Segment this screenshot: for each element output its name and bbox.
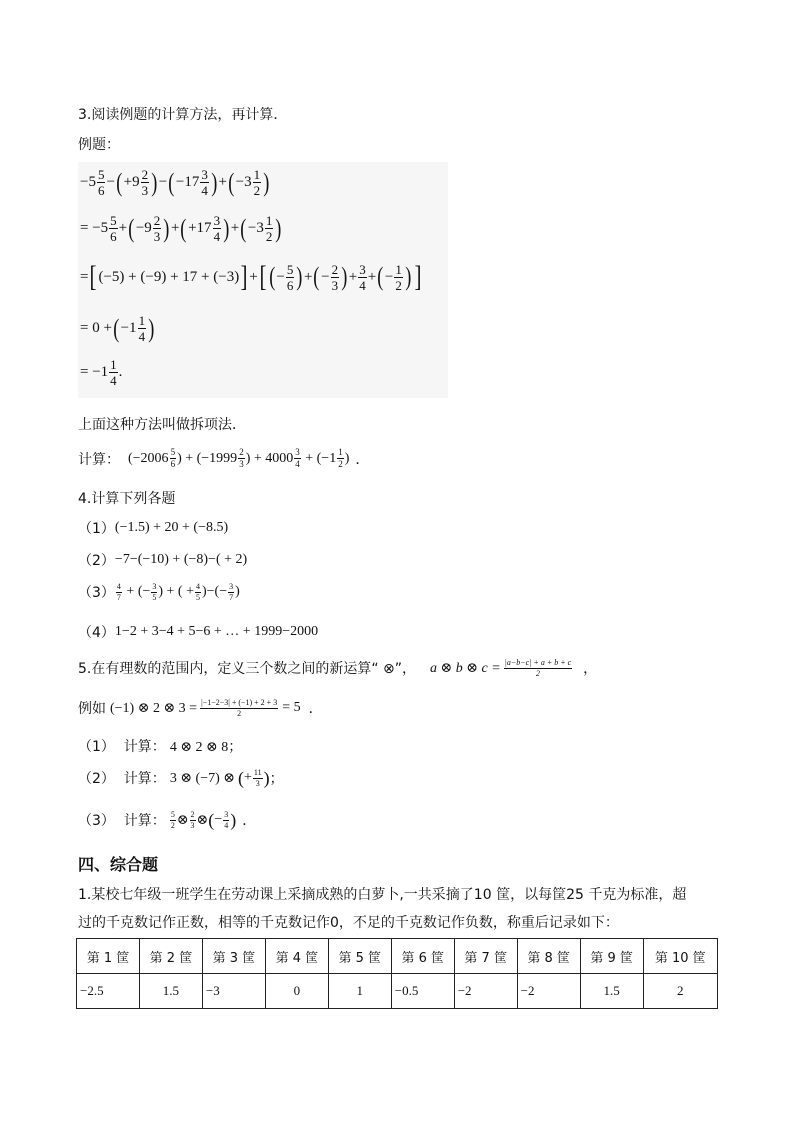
q5-part-3: （3） 计算： $\frac{5}{2}$ ⊗ $\frac{2}{3}$ ⊗ ( − $\frac{3}{4}$ ) ． xyxy=(78,809,257,830)
q3-title: 3.阅读例题的计算方法，再计算． xyxy=(78,107,288,123)
q4-p1-label: （1） xyxy=(78,521,115,537)
q5-example-lhs: (−1) ⊗ 2 ⊗ 3 = xyxy=(110,700,198,716)
q5-definition xyxy=(78,658,597,678)
q3-calc-frac2: $\frac{2}{3}$ xyxy=(239,447,244,469)
table-value-cell: −2 xyxy=(454,974,517,1009)
table-header-cell: 第 9 筐 xyxy=(580,939,643,974)
table-value-cell: 0 xyxy=(265,974,328,1009)
table-value-cell: −3 xyxy=(202,974,265,1009)
q5-p2-label: （2） 计算： xyxy=(78,771,166,787)
table-header-cell: 第 1 筐 xyxy=(77,939,140,974)
q3-calc-part-b: ) + (−1999 xyxy=(177,450,238,466)
table-header-cell: 第 6 筐 xyxy=(391,939,454,974)
table-header-row xyxy=(77,939,718,974)
table-header-cell: 第 7 筐 xyxy=(454,939,517,974)
q5-example-label: 例如 xyxy=(78,701,106,717)
example-line-2: = −5 $\frac{5}{6}$ + ( −9 $\frac{2}{3}$ ) + ( +17 $\frac{3}{4}$ ) + ( −3 $\frac{1}{2}$ ) xyxy=(80,213,282,244)
q3-calc-part-d: + (−1 xyxy=(301,450,337,466)
q4-p2-expr: −7−(−10) + (−8)−( + 2) xyxy=(114,552,248,567)
table-header-cell: 第 5 筐 xyxy=(328,939,391,974)
example-line-4: = 0 + ( −1 $\frac{1}{4}$ ) xyxy=(80,313,155,344)
q3-calc-label: 计算： xyxy=(78,451,120,468)
table-value-cell: −2.5 xyxy=(77,974,140,1009)
q4-p1-expr: (−1.5) + 20 + (−8.5) xyxy=(114,520,229,535)
section-4-p1-line1: 1.某校七年级一班学生在劳动课上采摘成熟的白萝卜,一共采摘了10 筐，以每筐25 千克为标准，超 xyxy=(78,887,687,903)
table-header-cell: 第 10 筐 xyxy=(643,939,717,974)
q4-part-3: （3） $\frac{4}{7}$ + (− $\frac{3}{5}$ ) + ( + $\frac{4}{5}$ )−(− $\frac{3}{7}$ ) xyxy=(78,581,240,602)
table-value-row xyxy=(77,974,718,1009)
q5-p1-label: （1） 计算： xyxy=(78,739,166,755)
q4-p4-label: （4） xyxy=(78,625,115,641)
q3-note: 上面这种方法叫做拆项法． xyxy=(78,417,246,433)
q5-example-rhs: = 5 xyxy=(282,700,301,715)
table-value-cell: −2 xyxy=(517,974,580,1009)
q4-p2-label: （2） xyxy=(78,553,115,569)
q4-part-4 xyxy=(78,622,318,642)
q3-calc-frac3: $\frac{3}{4}$ xyxy=(295,447,300,469)
weights-table xyxy=(76,938,718,1009)
table-header-cell: 第 3 筐 xyxy=(202,939,265,974)
q5-def-end: ， xyxy=(583,661,598,677)
q3-calc-frac4: $\frac{1}{2}$ xyxy=(338,447,343,469)
q4-p4-expr: 1−2 + 3−4 + 5−6 + … + 1999−2000 xyxy=(114,624,319,639)
q5-p1-expr: 4 ⊗ 2 ⊗ 8； xyxy=(169,740,243,755)
table-header-cell: 第 8 筐 xyxy=(517,939,580,974)
q3-calc-part-e: ) xyxy=(344,450,350,466)
section-4-title: 四、综合题 xyxy=(78,855,159,874)
q4-p3-label: （3） xyxy=(78,585,115,601)
q4-part-1 xyxy=(78,518,228,538)
q5-p3-end: ． xyxy=(242,813,257,829)
q5-p2-end: ； xyxy=(269,771,284,787)
q3-calc-part-c: ) + 4000 xyxy=(245,450,294,466)
q5-title: 5.在有理数的范围内，定义三个数之间的新运算“ ⊗”， xyxy=(78,661,417,677)
table-value-cell: 1.5 xyxy=(139,974,202,1009)
table-header-cell: 第 4 筐 xyxy=(265,939,328,974)
section-4-p1-line2: 过的千克数记作正数，相等的千克数记作0，不足的千克数记作负数，称重后记录如下： xyxy=(78,915,619,931)
q4-title: 4.计算下列各题 xyxy=(78,491,176,507)
q5-p2-expr: 3 ⊗ (−7) ⊗ xyxy=(169,770,235,786)
table-value-cell: 1.5 xyxy=(580,974,643,1009)
q3-calc-part-a: (−2006 xyxy=(128,450,169,466)
q5-example-end: ． xyxy=(308,701,323,717)
example-line-3: = [ (−5) + (−9) + 17 + (−3) ] + [ ( − $\frac{5}{6}$ ) + ( − $\frac{2}{3}$ ) + $\frac{3}{4}$ + ( − $\frac{1}{2}$ ) ] xyxy=(80,260,422,293)
q3-calc xyxy=(78,448,369,469)
table-value-cell: 1 xyxy=(328,974,391,1009)
example-line-5: = −1 $\frac{1}{4}$ . xyxy=(80,357,123,388)
q5-example-frac: $\frac{|-1-2-3| + (-1) + 2 + 3}{2}$ xyxy=(201,697,278,718)
q5-p2-frac: $\frac{11}{3}$ xyxy=(253,767,262,788)
q5-def-frac: $\frac{|a-b-c| + a + b + c}{2}$ xyxy=(504,657,572,678)
q5-part-2: （2） 计算： 3 ⊗ (−7) ⊗ ( + $\frac{11}{3}$ ) ； xyxy=(78,767,284,788)
table-value-cell: 2 xyxy=(643,974,717,1009)
q4-part-2 xyxy=(78,550,247,570)
table-value-cell: −0.5 xyxy=(391,974,454,1009)
q5-part-1 xyxy=(78,736,242,756)
table-header-cell: 第 2 筐 xyxy=(139,939,202,974)
q5-p3-label: （3） 计算： xyxy=(78,813,166,829)
q3-calc-frac1: $\frac{5}{6}$ xyxy=(170,447,176,469)
example-line-1: −5 $\frac{5}{6}$ − ( +9 $\frac{2}{3}$ ) − ( −17 $\frac{3}{4}$ ) + ( −3 $\frac{1}{2}$ ) xyxy=(80,167,270,198)
q3-calc-end: ． xyxy=(355,451,370,468)
q5-example xyxy=(78,698,323,718)
q3-example-label: 例题： xyxy=(78,137,120,153)
q5-def-lhs: a ⊗ b ⊗ c = xyxy=(430,660,501,676)
